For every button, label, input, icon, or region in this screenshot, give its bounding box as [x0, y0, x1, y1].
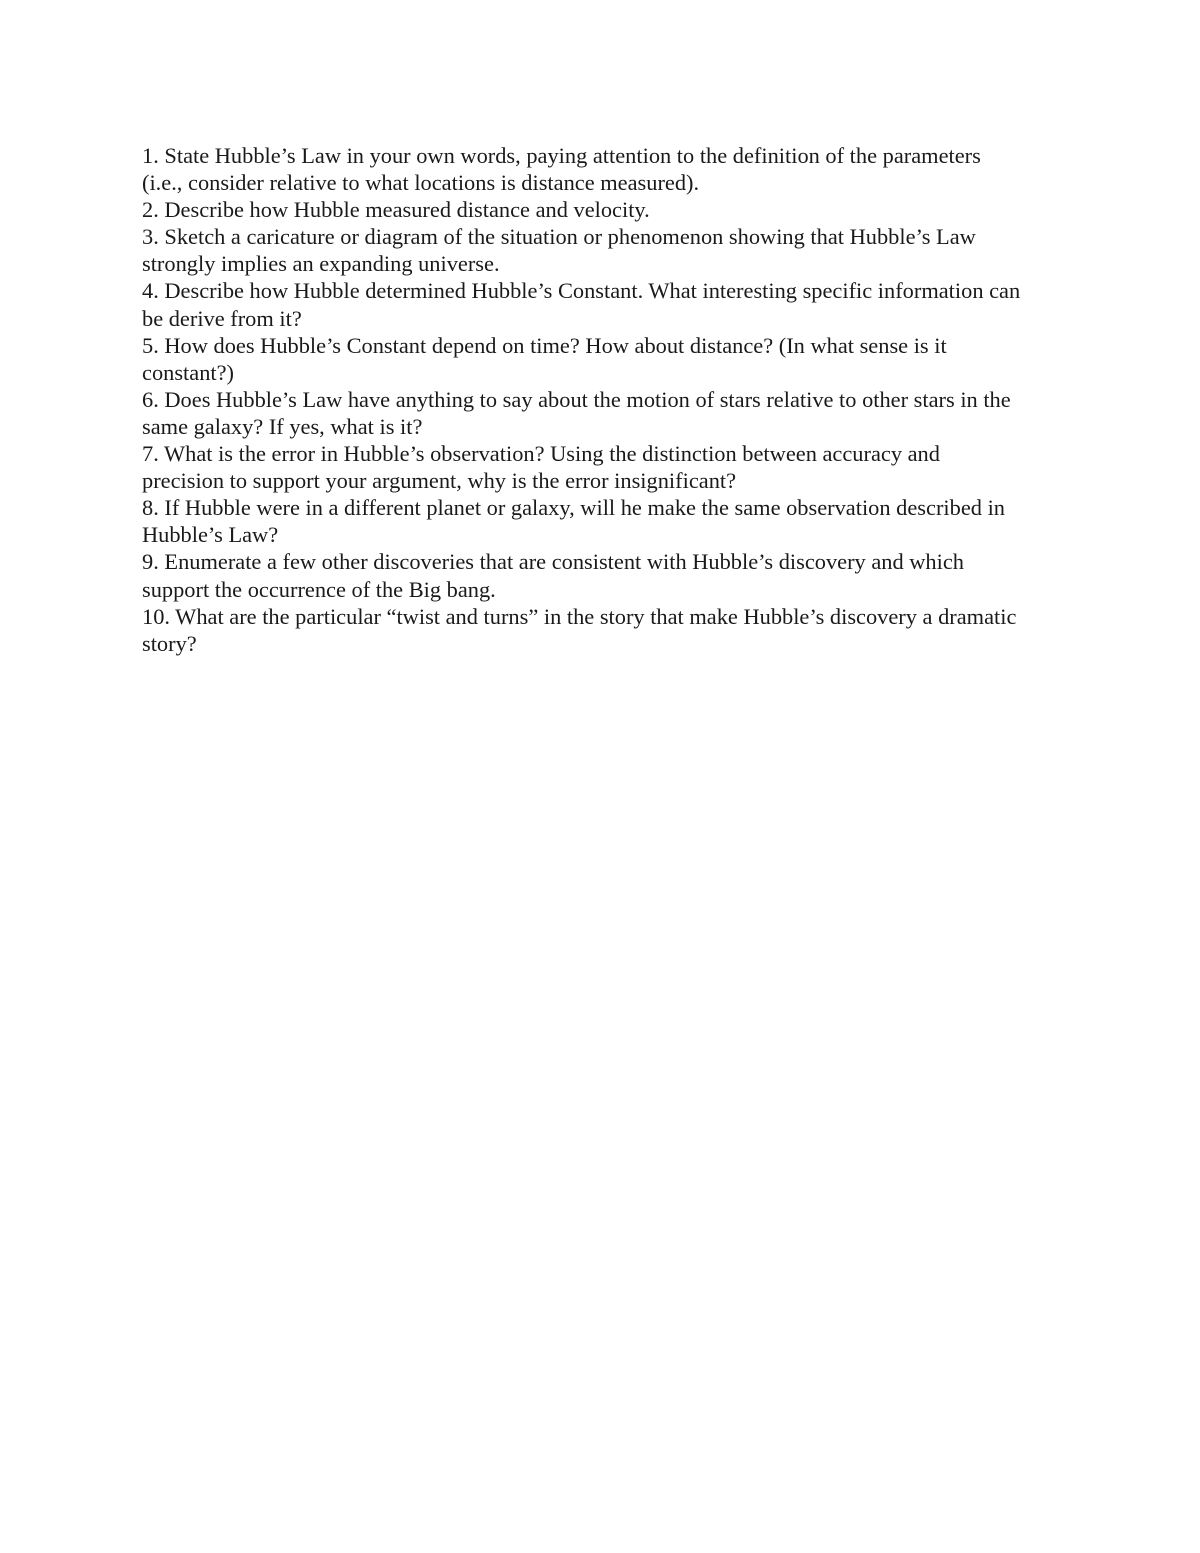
question-item-9: 9. Enumerate a few other discoveries that are consistent with Hubble’s discovery and which support the occurrence of the Big bang.: [142, 549, 964, 602]
question-item-5: 5. How does Hubble’s Constant depend on time? How about distance? (In what sense is it constant?): [142, 332, 947, 385]
question-list: [142, 142, 1022, 657]
question-item-8: 8. If Hubble were in a different planet or galaxy, will he make the same observation described in Hubble’s Law?: [142, 495, 1005, 548]
question-item-10: 10. What are the particular “twist and turns” in the story that make Hubble’s discovery a dramatic story?: [142, 603, 1017, 656]
question-item-6: 6. Does Hubble’s Law have anything to say about the motion of stars relative to other stars in the same galaxy? If yes, what is it?: [142, 386, 1011, 439]
question-item-1: 1. State Hubble’s Law in your own words, paying attention to the definition of the parameters (i.e., consider relative to what locations is distance measured).: [142, 143, 981, 196]
question-item-7: 7. What is the error in Hubble’s observation? Using the distinction between accuracy and precision to support your argument, why is the error insignificant?: [142, 441, 940, 494]
question-item-2: 2. Describe how Hubble measured distance and velocity.: [142, 197, 650, 223]
question-item-4: 4. Describe how Hubble determined Hubble’s Constant. What interesting specific information can be derive from it?: [142, 278, 1021, 331]
question-item-3: 3. Sketch a caricature or diagram of the situation or phenomenon showing that Hubble’s Law strongly implies an expanding universe.: [142, 224, 976, 277]
